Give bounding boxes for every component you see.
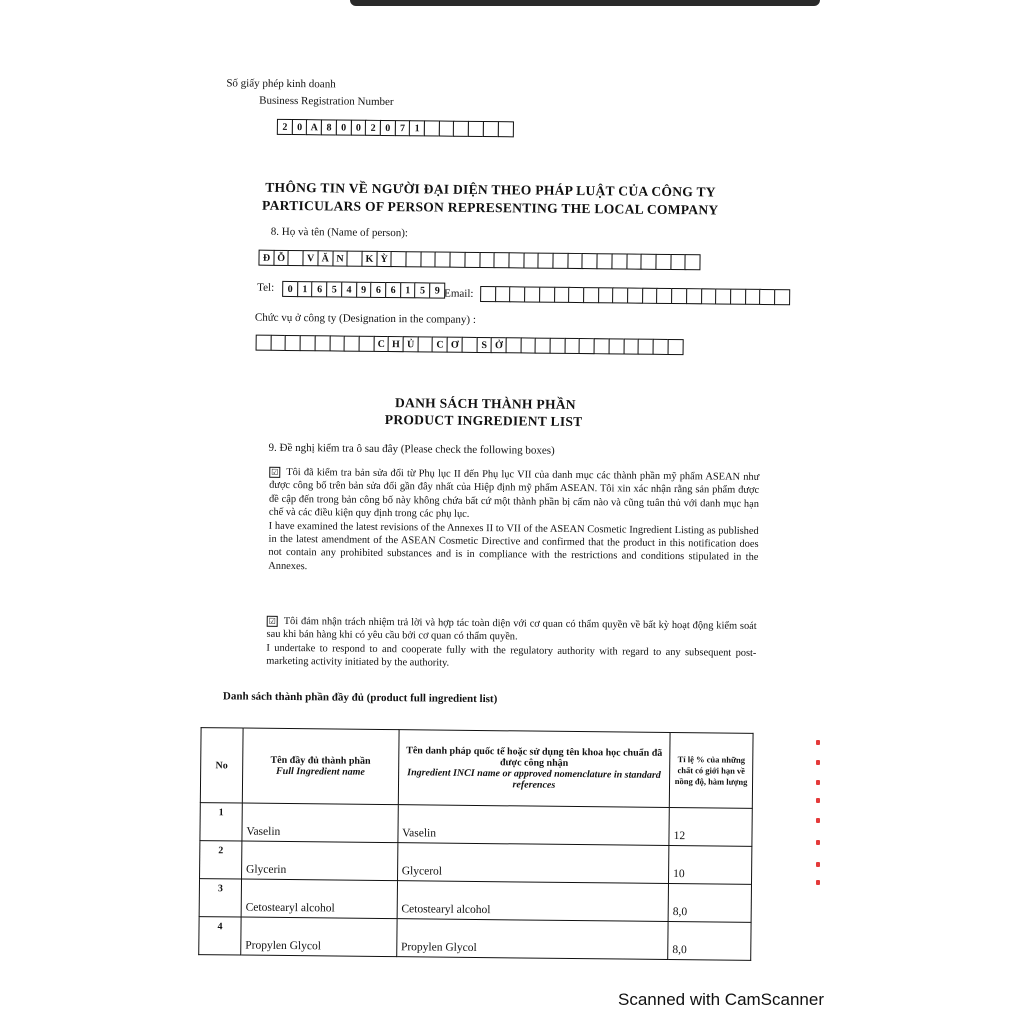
col-name-en: Full Ingredient name [275, 765, 365, 778]
row-percentage: 12 [669, 808, 752, 847]
camscanner-watermark: Scanned with CamScanner [618, 990, 825, 1009]
char-box: Ỳ [376, 251, 392, 267]
table-row [199, 917, 751, 961]
person-name-label: 8. Họ và tên (Name of person): [270, 225, 409, 240]
red-margin-marks [816, 740, 826, 890]
row-percentage: 8,0 [668, 921, 751, 960]
char-box: H [388, 336, 404, 352]
row-no: 1 [200, 803, 242, 841]
char-box: 1 [409, 120, 425, 136]
char-box: 5 [326, 281, 342, 297]
char-box: 0 [350, 120, 366, 136]
row-inci-name: Cetostearyl alcohol [397, 881, 669, 922]
declaration-1-en: I have examined the latest revisions of the Annexes II to VII of the ASEAN Cosmetic Ingredient Listing as published in the latest amendment of the ASEAN Cosmetic Directive and confirmed that the product in this notification does not contain any prohibited substances and is in compliance with the restrictions and conditions stipulated in the Annexes. [268, 520, 759, 573]
char-box: C [432, 336, 448, 352]
declaration-1-vi: Tôi đã kiểm tra bản sửa đổi từ Phụ lục II đến Phụ lục VII của danh mục các thành phần mỹ phẩm ASEAN như được công bố trên bản sửa đổi gần đây nhất của Hiệp định mỹ phẩm ASEAN. Tôi xin xác nhận rằng sản phẩm được đề cập đến trong bản công bố này không chứa bất cứ một thành phần bị cấm nào và cũng tuân thủ với danh mục hạn chế và các điều kiện quy định trong các phụ lục. [268, 466, 760, 521]
row-no: 2 [200, 841, 242, 879]
business-reg-label-en: Business Registration Number [259, 94, 394, 109]
char-box: 0 [380, 120, 396, 136]
char-box: 6 [312, 281, 328, 297]
char-box: 2 [365, 120, 381, 136]
char-box: 0 [292, 119, 308, 135]
row-ingredient-name: Vaselin [242, 803, 398, 843]
char-box: 4 [341, 282, 357, 298]
char-box: C [373, 336, 389, 352]
declaration-2-vi: Tôi đảm nhận trách nhiệm trả lời và hợp tác toàn diện với cơ quan có thẩm quyền về bất kỳ hoạt động kiểm soát sau khi bán hàng khi có yêu cầu bởi cơ quan có thẩm quyền. [266, 615, 757, 643]
col-inci-en: Ingredient INCI name or approved nomenclature in standard references [407, 767, 661, 791]
designation-boxes [256, 335, 683, 355]
table-header-row [200, 728, 753, 809]
email-boxes [480, 286, 789, 305]
char-box: S [476, 337, 492, 353]
ingredient-list-title-en: PRODUCT INGREDIENT LIST [384, 411, 583, 430]
char-box [685, 254, 701, 270]
declaration-paragraph-1 [268, 466, 759, 578]
char-box: 9 [429, 282, 445, 298]
table-row [200, 841, 752, 885]
col-name-vi: Tên đầy đủ thành phần [270, 754, 371, 767]
designation-label: Chức vụ ở công ty (Designation in the company) : [254, 311, 476, 326]
char-box: V [303, 250, 319, 266]
char-box: 6 [370, 282, 386, 298]
char-box: 2 [277, 119, 293, 135]
checked-box-icon: ☑ [268, 616, 276, 626]
char-box: Ă [317, 250, 333, 266]
row-inci-name: Glycerol [397, 843, 669, 884]
char-box: 6 [385, 282, 401, 298]
char-box: 7 [394, 120, 410, 136]
tel-number-boxes [282, 281, 444, 299]
row-ingredient-name: Cetostearyl alcohol [241, 879, 397, 919]
row-inci-name: Vaselin [398, 805, 670, 846]
full-ingredient-list-label: Danh sách thành phần đầy đủ (product full ingredient list) [222, 690, 498, 706]
char-box: 1 [297, 281, 313, 297]
char-box: N [332, 250, 348, 266]
ingredient-list-title-vi: DANH SÁCH THÀNH PHẦN [394, 395, 576, 412]
business-reg-number-boxes [277, 119, 512, 137]
check-boxes-instruction: 9. Đề nghị kiểm tra ô sau đây (Please check the following boxes) [268, 441, 555, 457]
char-box: 9 [356, 282, 372, 298]
row-ingredient-name: Propylen Glycol [241, 917, 397, 957]
col-pct-header: Tỉ lệ % của những chất có giới hạn về nồng độ, hàm lượng [669, 733, 753, 809]
char-box: Ở [491, 337, 507, 353]
char-box: 8 [321, 119, 337, 135]
char-box: Ơ [447, 337, 463, 353]
col-inci-vi: Tên danh pháp quốc tế hoặc sử dụng tên khoa học chuẩn đã được công nhận [406, 745, 663, 769]
checked-box-icon: ☑ [271, 467, 279, 477]
char-box [667, 339, 683, 355]
char-box: Ủ [403, 336, 419, 352]
char-box: Đ [258, 250, 274, 266]
declaration-2-en: I undertake to respond to and cooperate fully with the regulatory authority with regard to any subsequent post-marketing activity initiated by the authority. [266, 642, 757, 669]
row-ingredient-name: Glycerin [241, 841, 397, 881]
email-label: Email: [444, 287, 474, 300]
row-percentage: 8,0 [668, 883, 751, 922]
representative-title-vi: THÔNG TIN VỀ NGƯỜI ĐẠI DIỆN THEO PHÁP LUẬT CỦA CÔNG TY [265, 179, 716, 200]
table-row [200, 803, 752, 847]
char-box [497, 121, 513, 137]
row-inci-name: Propylen Glycol [396, 919, 668, 960]
business-reg-label-vi: Số giấy phép kinh doanh [226, 77, 336, 91]
char-box: 0 [336, 119, 352, 135]
table-row [199, 879, 751, 923]
declaration-paragraph-2 [266, 615, 757, 674]
char-box [774, 289, 790, 305]
ingredient-table [198, 727, 753, 961]
person-name-boxes [258, 250, 699, 271]
char-box: K [361, 251, 377, 267]
char-box: 1 [400, 282, 416, 298]
char-box: A [306, 119, 322, 135]
representative-title-en: PARTICULARS OF PERSON REPRESENTING THE LOCAL COMPANY [261, 197, 719, 218]
col-inci-header [398, 730, 670, 808]
row-no: 4 [199, 917, 241, 955]
row-percentage: 10 [669, 845, 752, 884]
row-no: 3 [199, 879, 241, 917]
tel-label: Tel: [257, 281, 275, 294]
col-name-header [242, 728, 399, 805]
col-no-header: No [200, 728, 243, 803]
char-box: 0 [282, 281, 298, 297]
char-box: Ỗ [273, 250, 289, 266]
char-box: 5 [414, 282, 430, 298]
